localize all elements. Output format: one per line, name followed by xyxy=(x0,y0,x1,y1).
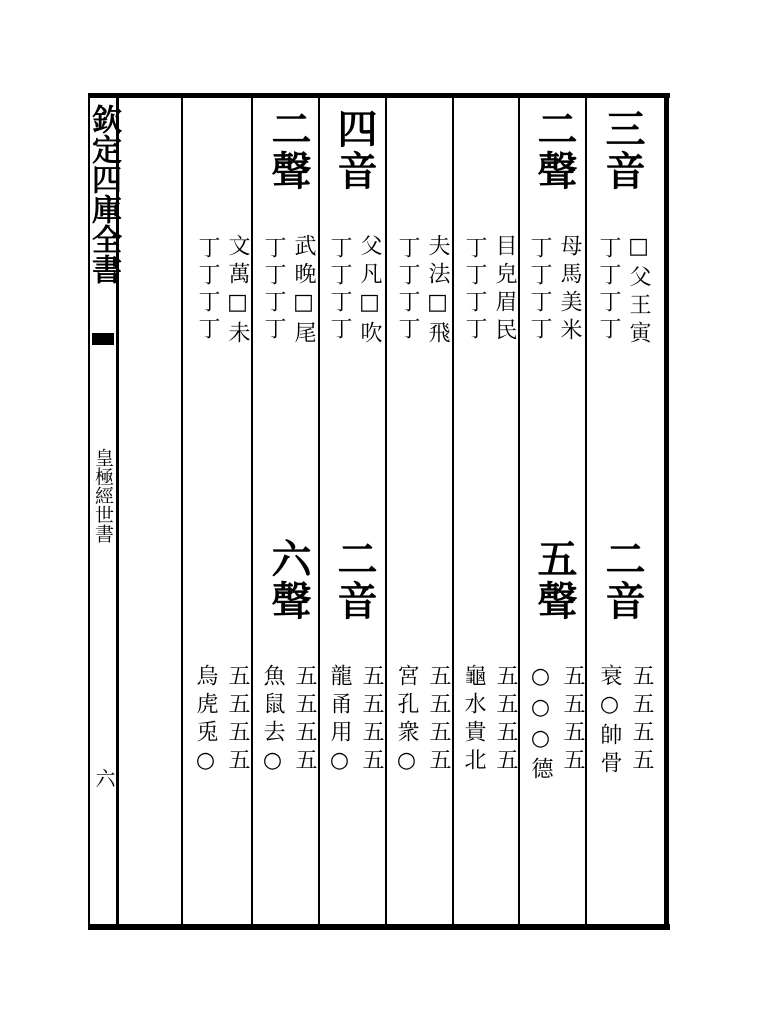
upper-col4-marks: 丁丁丁丁 xyxy=(395,236,420,344)
upper-col3-chars: 目皃眉民 xyxy=(492,234,517,346)
upper-col6-marks: 丁丁丁丁 xyxy=(261,236,286,344)
upper-col5-chars: 父凡□吹 xyxy=(357,234,382,349)
book-title: 欽定四庫全書 xyxy=(86,104,121,284)
lower-col7-chars: 烏虎兎○ xyxy=(193,664,218,779)
lower-col6-marks: 五五五五 xyxy=(292,664,317,776)
column-divider xyxy=(318,98,320,924)
header-upper-col2: 二聲 xyxy=(531,108,578,192)
column-divider xyxy=(452,98,454,924)
lower-col6-chars: 魚鼠去○ xyxy=(260,664,285,779)
upper-col1-chars: □父王寅 xyxy=(626,234,651,349)
header-lower-col5: 二音 xyxy=(331,538,378,622)
upper-col4-chars: 夫法□飛 xyxy=(425,234,450,349)
lower-col2-chars: ○○○德 xyxy=(528,664,553,785)
lower-col2-marks: 五五五五 xyxy=(560,664,585,776)
header-lower-col1: 二音 xyxy=(599,538,646,622)
lower-col5-chars: 龍甬用○ xyxy=(327,664,352,779)
lower-col1-marks: 五五五五 xyxy=(629,664,654,776)
upper-col2-chars: 母馬美米 xyxy=(557,234,582,346)
top-border-rule xyxy=(88,93,670,98)
right-border-rule xyxy=(664,93,669,930)
upper-col1-marks: 丁丁丁丁 xyxy=(596,236,621,344)
lower-col1-chars: 衰○帥骨 xyxy=(597,664,622,779)
upper-col5-marks: 丁丁丁丁 xyxy=(327,236,352,344)
upper-col7-marks: 丁丁丁丁 xyxy=(195,236,220,344)
header-upper-col5: 四音 xyxy=(331,108,378,192)
upper-col6-chars: 武晚□尾 xyxy=(291,234,316,349)
header-upper-col1: 三音 xyxy=(599,108,646,192)
column-divider xyxy=(585,98,587,924)
page-number: 六 xyxy=(92,768,116,788)
lower-col4-marks: 五五五五 xyxy=(426,664,451,776)
lower-col3-chars: 龜水貴北 xyxy=(461,664,486,776)
lower-col4-chars: 宮孔衆○ xyxy=(394,664,419,779)
volume-title: 皇極經世書 xyxy=(92,448,114,543)
upper-col3-marks: 丁丁丁丁 xyxy=(462,236,487,344)
fishtail-mark xyxy=(92,333,114,345)
upper-col7-chars: 文萬□未 xyxy=(225,234,250,349)
lower-col3-marks: 五五五五 xyxy=(493,664,518,776)
column-divider xyxy=(518,98,520,924)
column-divider xyxy=(385,98,387,924)
header-upper-col6: 二聲 xyxy=(265,108,312,192)
header-lower-col6: 六聲 xyxy=(265,538,312,622)
header-lower-col2: 五聲 xyxy=(531,538,578,622)
lower-col7-marks: 五五五五 xyxy=(225,664,250,776)
column-divider xyxy=(251,98,253,924)
upper-col2-marks: 丁丁丁丁 xyxy=(527,236,552,344)
bottom-border-rule xyxy=(88,924,670,930)
lower-col5-marks: 五五五五 xyxy=(359,664,384,776)
column-divider xyxy=(181,98,183,924)
